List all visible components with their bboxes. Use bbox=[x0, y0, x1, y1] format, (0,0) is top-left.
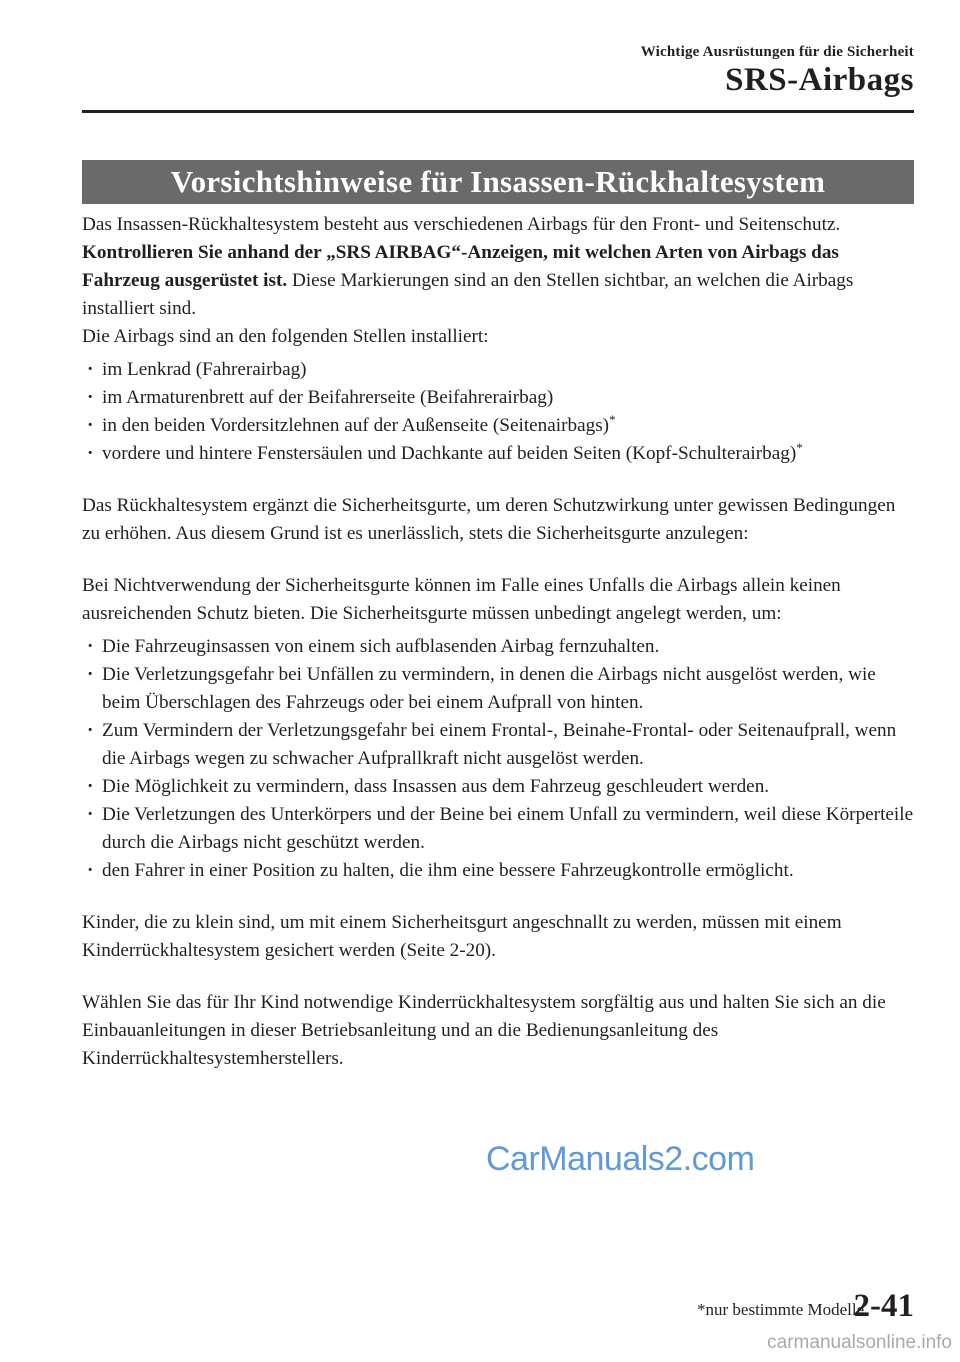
list-item: · den Fahrer in einer Position zu halten, die ihm eine bessere Fahrzeugkontrolle ermöglicht. bbox=[82, 857, 916, 885]
intro-paragraph bbox=[82, 211, 916, 323]
optional-marker: * bbox=[796, 440, 803, 455]
choose-seat-paragraph: Wählen Sie das für Ihr Kind notwendige Kinderrückhaltesystem sorgfältig aus und halten Sie sich an die Einbauanleitungen in dieser Betriebsanleitung und an die Bedienungsanleitung des Kinderrückhaltesystemherstellers. bbox=[82, 992, 886, 1069]
list-item: · Die Möglichkeit zu vermindern, dass Insassen aus dem Fahrzeug geschleudert werden. bbox=[82, 773, 916, 801]
optional-marker: * bbox=[609, 412, 616, 427]
list-item bbox=[82, 356, 916, 384]
header-divider bbox=[82, 110, 914, 113]
list-item: · Zum Vermindern der Verletzungsgefahr bei einem Frontal-, Beinahe-Frontal- oder Seitenaufprall, wenn die Airbags wegen zu schwacher Aufprallkraft nicht ausgelöst werden. bbox=[82, 717, 916, 773]
belt-reasons-list bbox=[82, 633, 916, 885]
page-number: 2-41 bbox=[853, 1288, 914, 1324]
intro-text: Das Insassen-Rückhaltesystem besteht aus verschiedenen Airbags für den Front- und Seitenschutz. bbox=[82, 214, 841, 235]
list-item: · Die Verletzungsgefahr bei Unfällen zu vermindern, in denen die Airbags nicht ausgelöst werden, wie beim Überschlagen des Fahrzeugs oder bei einem Aufprall von hinten. bbox=[82, 661, 916, 717]
belts-paragraph: Das Rückhaltesystem ergänzt die Sicherheitsgurte, um deren Schutzwirkung unter gewissen Bedingungen zu erhöhen. Aus diesem Grund ist es unerlässlich, stets die Sicherheitsgurte anzulegen: bbox=[82, 495, 896, 544]
page-content bbox=[82, 211, 916, 1073]
list-item-text: vordere und hintere Fenstersäulen und Dachkante auf beiden Seiten (Kopf-Schulterairbag) bbox=[102, 443, 797, 464]
list-item-text: im Armaturenbrett auf der Beifahrerseite (Beifahrerairbag) bbox=[102, 387, 554, 408]
footnote: *nur bestimmte Modelle bbox=[697, 1300, 865, 1319]
list-item-text: in den beiden Vordersitzlehnen auf der Außenseite (Seitenairbags) bbox=[102, 415, 610, 436]
section-header: Wichtige Ausrüstungen für die Sicherheit bbox=[640, 44, 914, 60]
list-item-text: im Lenkrad (Fahrerairbag) bbox=[102, 359, 307, 380]
no-belts-paragraph: Bei Nichtverwendung der Sicherheitsgurte können im Falle eines Unfalls die Airbags allein keinen ausreichenden Schutz bieten. Die Sicherheitsgurte müssen unbedingt angelegt werden, um: bbox=[82, 575, 841, 624]
watermark-logo: CarManuals2.com bbox=[486, 1140, 755, 1178]
intro-text-continued: Diese Markierungen sind an den Stellen sichtbar, an welchen die Airbags installiert sind. bbox=[82, 270, 854, 319]
list-item bbox=[82, 440, 916, 468]
airbag-locations-list bbox=[82, 356, 916, 468]
list-item bbox=[82, 384, 916, 412]
intro-bold-text: Kontrollieren Sie anhand der „SRS AIRBAG“-Anzeigen, mit welchen Arten von Airbags das Fahrzeug ausgerüstet ist. bbox=[82, 242, 839, 291]
children-paragraph: Kinder, die zu klein sind, um mit einem Sicherheitsgurt angeschnallt zu werden, müssen mit einem Kinderrückhaltesystem gesichert werden (Seite 2-20). bbox=[82, 912, 842, 961]
locations-lead: Die Airbags sind an den folgenden Stellen installiert: bbox=[82, 326, 489, 347]
watermark-footer: carmanualsonline.info bbox=[767, 1332, 952, 1353]
section-banner: Vorsichtshinweise für Insassen-Rückhaltesystem bbox=[82, 160, 914, 204]
list-item bbox=[82, 412, 916, 440]
chapter-title: SRS-Airbags bbox=[725, 62, 914, 98]
list-item: · Die Fahrzeuginsassen von einem sich aufblasenden Airbag fernzuhalten. bbox=[82, 633, 916, 661]
list-item: · Die Verletzungen des Unterkörpers und der Beine bei einem Unfall zu vermindern, weil diese Körperteile durch die Airbags nicht geschützt werden. bbox=[82, 801, 916, 857]
